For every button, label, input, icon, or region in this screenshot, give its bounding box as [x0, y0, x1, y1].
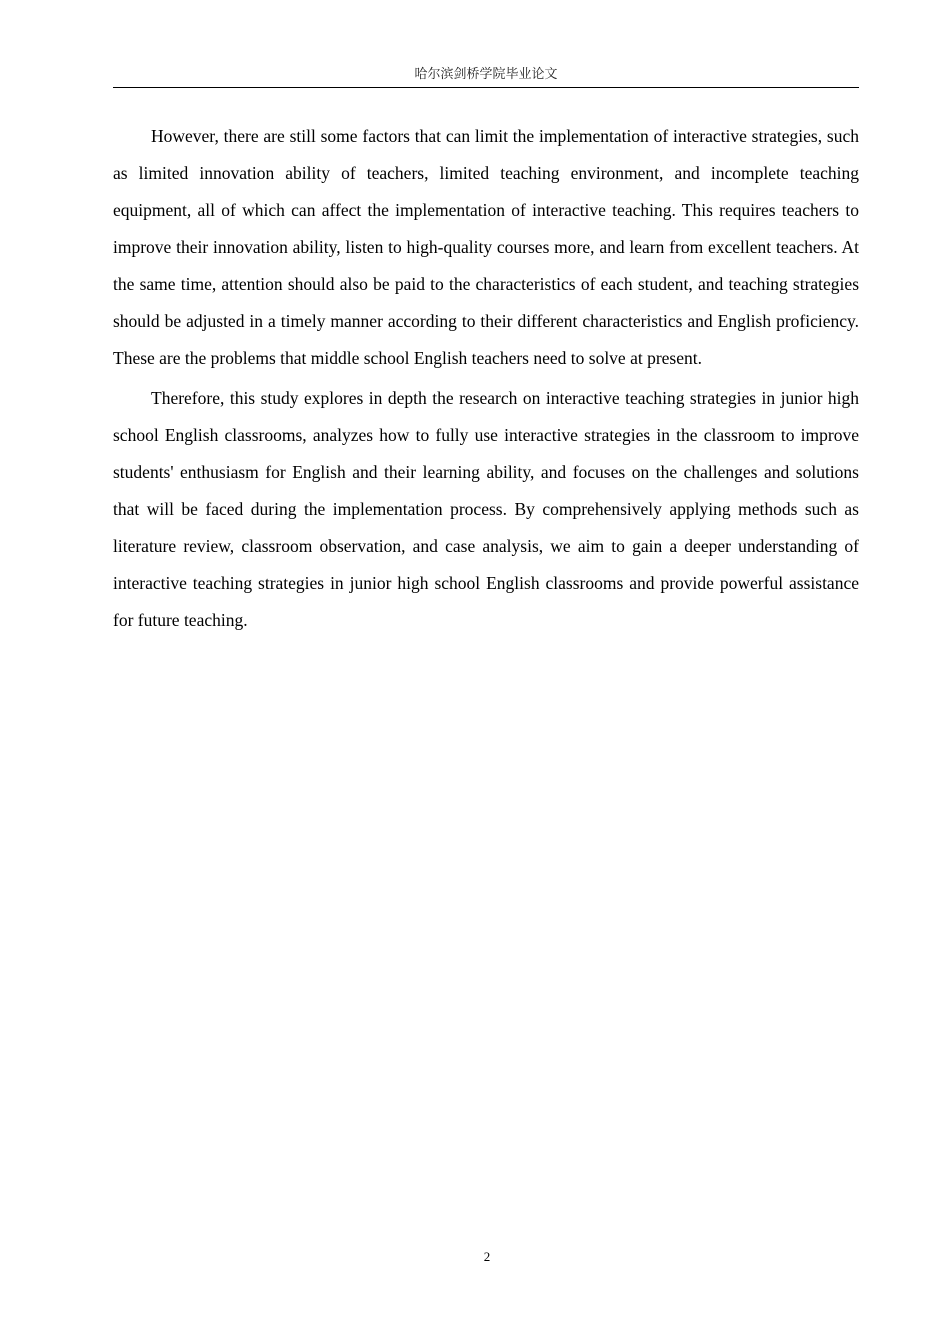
paragraph: Therefore, this study explores in depth the research on interactive teaching strategies in junior high school English classrooms, analyzes how to fully use interactive strategies in the classroom to improve students' enthusiasm for English and their learning ability, and focuses on the challenges and solutions that will be faced during the implementation process. By comprehensively applying methods such as literature review, classroom observation, and case analysis, we aim to gain a deeper understanding of interactive teaching strategies in junior high school English classrooms and provide powerful assistance for future teaching. — [113, 388, 859, 630]
paragraph: However, there are still some factors that can limit the implementation of interactive strategies, such as limited innovation ability of teachers, limited teaching environment, and incomplete teaching equipment, all of which can affect the implementation of interactive teaching. This requires teachers to improve their innovation ability, listen to high-quality courses more, and learn from excellent teachers. At the same time, attention should also be paid to the characteristics of each student, and teaching strategies should be adjusted in a timely manner according to their different characteristics and English proficiency. These are the problems that middle school English teachers need to solve at present. — [113, 126, 859, 368]
body-text — [113, 118, 859, 639]
page-number: 2 — [483, 1249, 491, 1264]
page-header-title: 哈尔滨剑桥学院毕业论文 — [414, 67, 558, 82]
header-divider — [113, 87, 859, 88]
